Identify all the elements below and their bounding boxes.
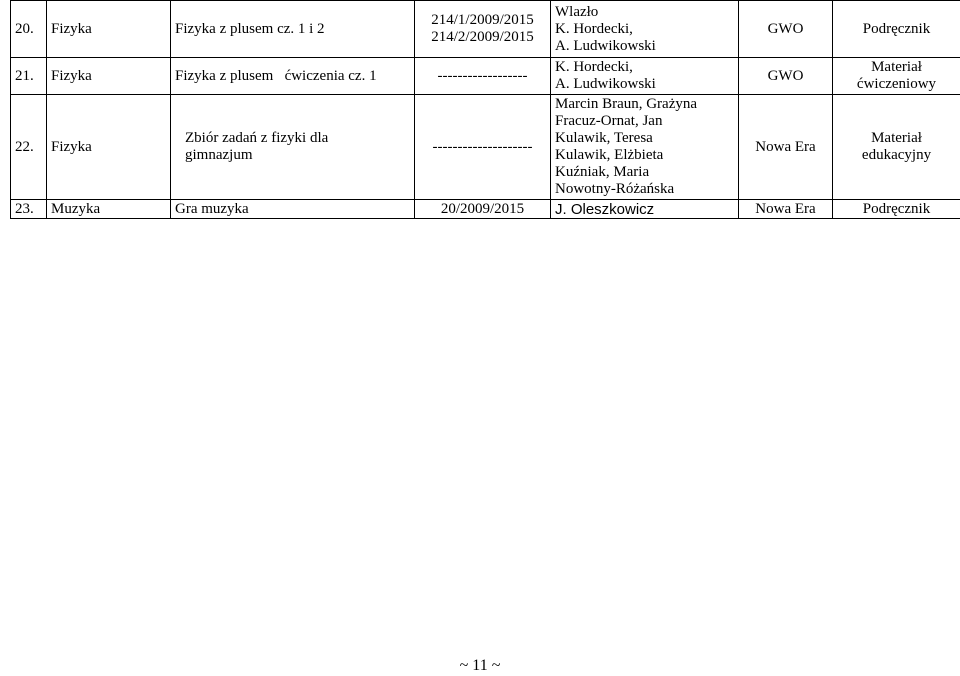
- subject-cell: Fizyka: [47, 1, 171, 58]
- type-cell: [833, 200, 960, 219]
- title-cell: Fizyka z plusem ćwiczenia cz. 1: [171, 58, 415, 95]
- authors-cell: [551, 58, 739, 95]
- title-cell: Fizyka z plusem cz. 1 i 2: [171, 1, 415, 58]
- author-line: K. Hordecki,: [555, 59, 734, 76]
- registration-number: ------------------: [419, 68, 546, 85]
- publisher-cell: Nowa Era: [739, 95, 833, 200]
- author-line: A. Ludwikowski: [555, 38, 734, 55]
- author-line: Fracuz-Ornat, Jan: [555, 113, 734, 130]
- author-line: Marcin Braun, Grażyna: [555, 96, 734, 113]
- author-line: Wlazło: [555, 4, 734, 21]
- authors-cell: [551, 95, 739, 200]
- author-line: J. Oleszkowicz: [555, 201, 734, 218]
- registration-cell: [415, 95, 551, 200]
- registration-cell: [415, 58, 551, 95]
- publisher-cell: GWO: [739, 1, 833, 58]
- subject-cell: Fizyka: [47, 95, 171, 200]
- title-cell: Gra muzyka: [171, 200, 415, 219]
- table-row: [11, 58, 960, 95]
- type-line: Materiał: [837, 130, 956, 147]
- registration-cell: [415, 200, 551, 219]
- title-cell: Zbiór zadań z fizyki dla gimnazjum: [171, 95, 415, 200]
- type-line: Podręcznik: [837, 21, 956, 38]
- registration-cell: [415, 1, 551, 58]
- type-line: ćwiczeniowy: [837, 76, 956, 93]
- table-row: [11, 1, 960, 58]
- registration-number: 214/2/2009/2015: [419, 29, 546, 46]
- page-number: ~ 11 ~: [0, 656, 960, 676]
- table-row: [11, 95, 960, 200]
- type-line: edukacyjny: [837, 147, 956, 164]
- table-row: [11, 200, 960, 219]
- type-cell: [833, 95, 960, 200]
- type-cell: [833, 1, 960, 58]
- publisher-cell: GWO: [739, 58, 833, 95]
- author-line: K. Hordecki,: [555, 21, 734, 38]
- authors-cell: [551, 200, 739, 219]
- type-line: Podręcznik: [837, 201, 956, 218]
- author-line: A. Ludwikowski: [555, 76, 734, 93]
- publisher-cell: Nowa Era: [739, 200, 833, 219]
- textbook-table: [10, 0, 960, 219]
- row-number: 23.: [11, 200, 47, 219]
- author-line: Nowotny-Różańska: [555, 181, 734, 198]
- subject-cell: Fizyka: [47, 58, 171, 95]
- type-cell: [833, 58, 960, 95]
- registration-number: 214/1/2009/2015: [419, 12, 546, 29]
- authors-cell: [551, 1, 739, 58]
- author-line: Kuźniak, Maria: [555, 164, 734, 181]
- row-number: 22.: [11, 95, 47, 200]
- type-line: Materiał: [837, 59, 956, 76]
- registration-number: --------------------: [419, 139, 546, 156]
- row-number: 20.: [11, 1, 47, 58]
- row-number: 21.: [11, 58, 47, 95]
- registration-number: 20/2009/2015: [419, 201, 546, 218]
- author-line: Kulawik, Elżbieta: [555, 147, 734, 164]
- author-line: Kulawik, Teresa: [555, 130, 734, 147]
- subject-cell: Muzyka: [47, 200, 171, 219]
